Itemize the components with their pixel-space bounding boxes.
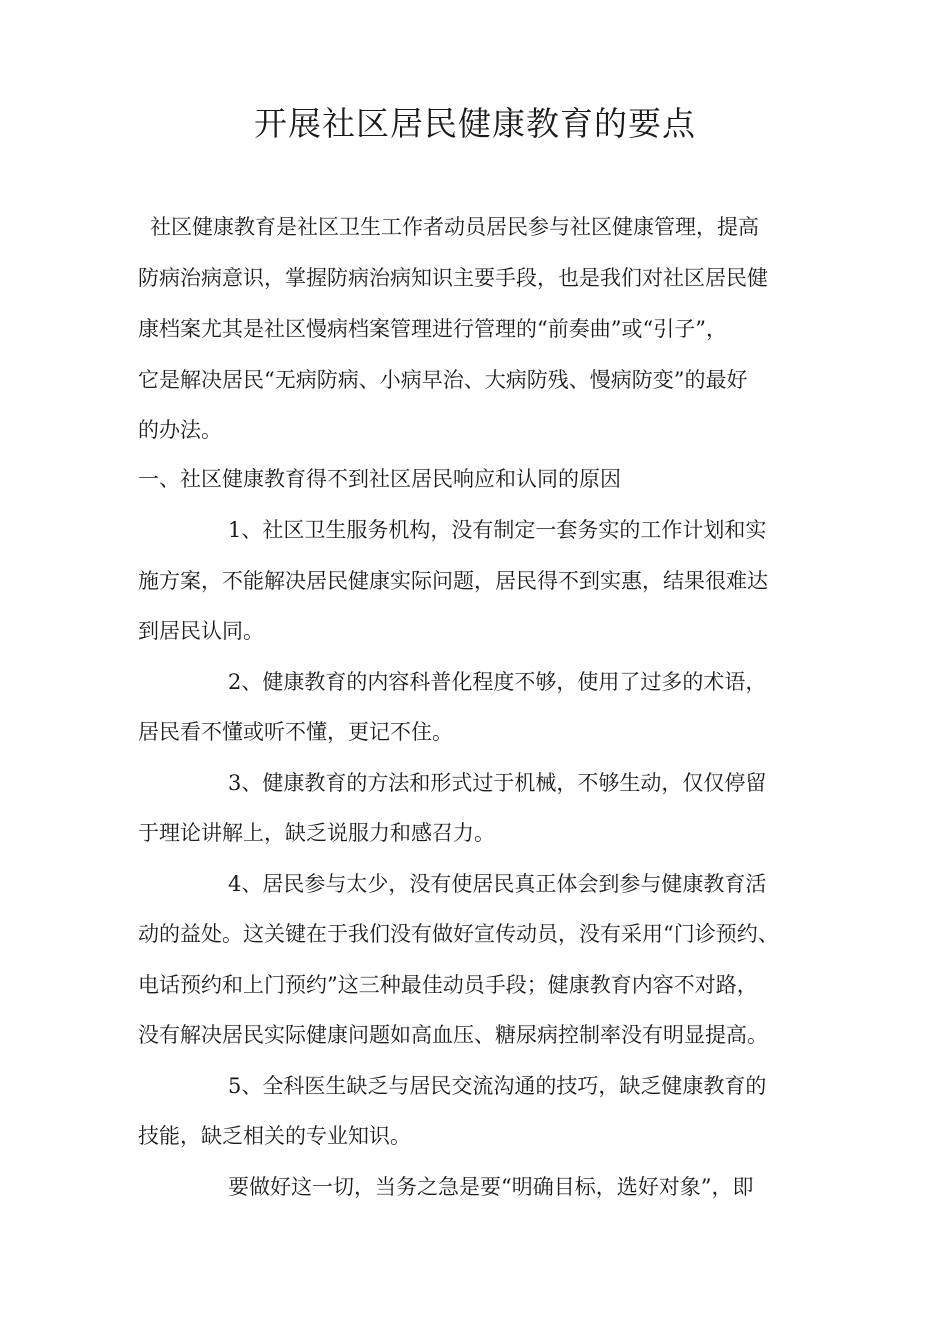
intro-line-1: 社区健康教育是社区卫生工作者动员居民参与社区健康管理，提高 [150,215,759,239]
intro-line-2: 防病治病意识，掌握防病治病知识主要手段，也是我们对社区居民健 [138,266,768,290]
item-4-line-2: 动的益处。这关键在于我们没有做好宣传动员，没有采用“门诊预约、 [138,922,779,946]
item-1-line-3: 到居民认同。 [138,619,264,643]
closing-line-1: 要做好这一切，当务之急是要“明确目标，选好对象”，即 [228,1175,754,1199]
item-4-line-4: 没有解决居民实际健康问题如高血压、糖尿病控制率没有明显提高。 [138,1023,768,1047]
intro-line-3: 康档案尤其是社区慢病档案管理进行管理的“前奏曲”或“引子”， [138,317,727,341]
item-3-line-1: 3、健康教育的方法和形式过于机械，不够生动，仅仅停留 [228,771,767,795]
item-5-line-1: 5、全科医生缺乏与居民交流沟通的技巧，缺乏健康教育的 [228,1074,767,1098]
intro-line-4: 它是解决居民“无病防病、小病早治、大病防残、慢病防变”的最好 [138,368,748,392]
item-4-line-3: 电话预约和上门预约”这三种最佳动员手段；健康教育内容不对路， [138,973,758,997]
item-3-line-2: 于理论讲解上，缺乏说服力和感召力。 [138,821,495,845]
document-title: 开展社区居民健康教育的要点 [254,104,696,143]
item-2-line-2: 居民看不懂或听不懂，更记不住。 [138,720,453,744]
intro-line-5: 的办法。 [138,418,222,442]
item-5-line-2: 技能，缺乏相关的专业知识。 [138,1124,411,1148]
item-1-line-1: 1、社区卫生服务机构，没有制定一套务实的工作计划和实 [228,518,767,542]
item-2-line-1: 2、健康教育的内容科普化程度不够，使用了过多的术语， [228,670,767,694]
item-1-line-2: 施方案，不能解决居民健康实际问题，居民得不到实惠，结果很难达 [138,569,768,593]
section-heading-1: 一、社区健康教育得不到社区居民响应和认同的原因 [138,467,621,491]
item-4-line-1: 4、居民参与太少，没有使居民真正体会到参与健康教育活 [228,872,767,896]
